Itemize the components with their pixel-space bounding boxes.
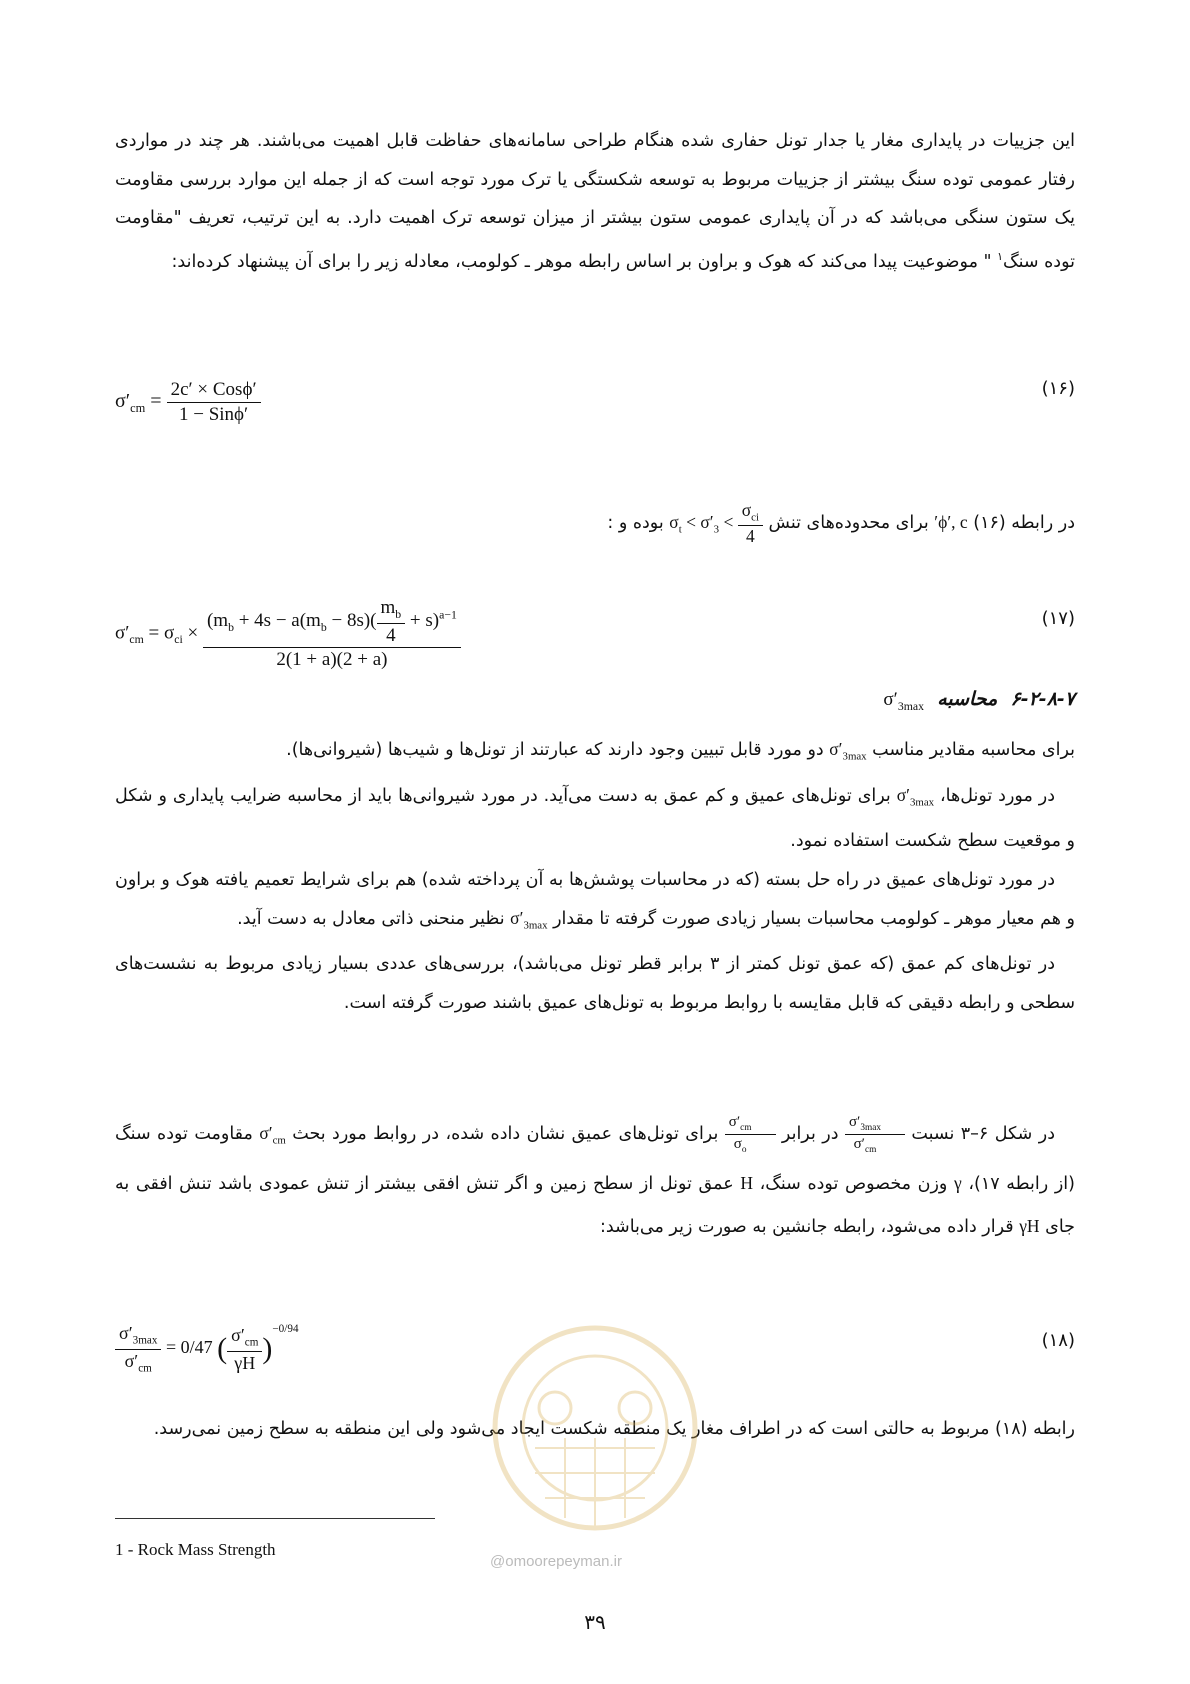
watermark-text: @omoorepeyman.ir xyxy=(490,1553,622,1570)
eq17-formula: $\sigma'_{cm} = \sigma_{ci}$ × ($m_b + 4s - a(m_b - 8s)$( $\frac{m_b}{4}$ + s)$^{a-1}$ 2(1 + a)(2 + a) xyxy=(115,596,461,672)
h-symbol: H xyxy=(740,1172,753,1193)
p7-text-e: وزن مخصوص توده سنگ، xyxy=(752,1173,955,1194)
equation-16 xyxy=(115,372,1075,442)
p7-text-g: قرار داده می‌شود، رابطه جانشین به صورت زیر می‌باشد: xyxy=(599,1216,1020,1237)
paragraph-6 xyxy=(115,945,1075,1022)
footnote-mark: ۱ xyxy=(997,249,1003,263)
equation-17 xyxy=(115,590,1075,671)
eq16-number: (۱۶) xyxy=(1041,378,1075,399)
body-paragraphs xyxy=(115,730,1075,1022)
sigma3max-symbol: $\sigma'_{3max}$ xyxy=(510,908,548,932)
stress-range-formula: $\sigma_t < \sigma'_3$ < $\frac{\sigma_{ci}}{4}$ xyxy=(669,512,763,532)
sigma3max-symbol: $\sigma'_{3max}$ xyxy=(829,739,867,763)
footnote-separator xyxy=(115,1518,435,1519)
eq18-coefficient: 0/47 xyxy=(180,1337,213,1358)
range-text-c: بوده و : xyxy=(607,512,670,533)
sigma-cm-symbol: $\sigma'_{cm}$ xyxy=(259,1123,286,1147)
intro-paragraph xyxy=(115,122,1075,281)
p4-text-b: برای تونل‌های عمیق و کم عمق به دست می‌آید. در مورد شیروانی‌ها باید از محاسبه ضرایب پایداری و شکل و موقعیت سطح شکست استفاده نمود. xyxy=(115,786,1075,851)
watermark-logo xyxy=(485,1318,705,1548)
p6-text: در تونل‌های کم عمق (که عمق تونل کمتر از ۳ برابر قطر تونل می‌باشد)، بررسی‌های عددی بسیار زیادی مربوط به نشست‌های سطحی و رابطه دقیقی که قابل مقایسه با روابط مربوط به تونل‌های عمیق باشند صورت گرفته است. xyxy=(115,954,1075,1013)
section-number: ۶-۲-۸-۷ xyxy=(1010,688,1075,710)
p4-text-a: در مورد تونل‌ها، xyxy=(934,786,1055,806)
paragraph-3 xyxy=(115,730,1075,776)
eq16-formula: $\sigma'_{cm}$ = $\frac{\text{2c′ × Cosϕ′}}{\text{1 − Sinϕ′}}$ xyxy=(115,378,261,427)
p3-text-b: دو مورد قابل تبیین وجود دارند که عبارتند از تونل‌ها و شیب‌ها (شیروانی‌ها). xyxy=(286,740,830,760)
intro-text: این جزییات در پایداری مغار یا جدار تونل حفاری شده هنگام طراحی سامانه‌های حفاظت قابل اهمیت می‌باشند. هر چند در مواردی رفتار عمومی توده سنگ بیشتر از جزییات مربوط به توسعه شکستگی یا ترک مورد توجه است که از جمله این موارد بررسی مقاومت یک ستون سنگی می‌باشد که در آن پایداری عمومی ستون بیشتر از میزان توسعه ترک اهمیت دارد. به این ترتیب، تعریف "مقاومت توده سنگ xyxy=(115,131,1075,272)
phi-c-symbols: ϕ′, c′ xyxy=(934,511,968,532)
p5-text-b: نظیر منحنی ذاتی معادل به دست آید. xyxy=(237,909,511,929)
p3-text-a: برای محاسبه مقادیر مناسب xyxy=(866,740,1075,760)
gamma-symbol: γ xyxy=(954,1172,962,1193)
sigma3max-symbol: $\sigma'_{3max}$ xyxy=(896,785,935,809)
section-title: محاسبه xyxy=(937,688,998,710)
p7-text-f: عمق تونل از سطح زمین و اگر تنش افقی بیشتر از تنش عمودی باشد تنش افقی به جای xyxy=(115,1173,1075,1237)
paragraph-5 xyxy=(115,861,1075,946)
p7-text-d: مقاومت توده سنگ (از رابطه ۱۷)، xyxy=(115,1124,1075,1194)
p8-text: رابطه (۱۸) مربوط به حالتی است که در اطراف مغار یک منطقه شکست ایجاد می‌شود ولی این منطقه به سطح زمین نمی‌رسد. xyxy=(153,1419,1075,1439)
page-number: ۳۹ xyxy=(584,1610,606,1634)
gamma-h-symbol: γH xyxy=(1019,1215,1040,1236)
section-heading xyxy=(883,688,1075,714)
eq17-number: (۱۷) xyxy=(1041,608,1075,629)
intro-text-rest: " موضوعیت پیدا می‌کند که هوک و براون بر اساس رابطه موهر ـ کولومب، معادله زیر را برای آن پیشنهاد کرده‌اند: xyxy=(171,251,998,272)
eq18-exponent: −0/94 xyxy=(272,1323,299,1336)
p7-text-b: در برابر xyxy=(775,1124,845,1144)
range-text-a: در رابطه (۱۶) xyxy=(967,512,1075,533)
p7-text-a: در شکل ۶–۳ نسبت xyxy=(904,1124,1055,1144)
p7-text-c: برای تونل‌های عمیق نشان داده شده، در روابط مورد بحث xyxy=(285,1124,725,1144)
footnote-text: 1 - Rock Mass Strength xyxy=(115,1540,276,1559)
range-text-b: برای محدوده‌های تنش xyxy=(762,512,935,533)
eq18-number: (۱۸) xyxy=(1041,1330,1075,1351)
p5-text-a: در مورد تونل‌های عمیق در راه حل بسته (که در محاسبات پوشش‌ها به آن پرداخته شده) هم برای شرایط تعمیم یافته هوک و براون و هم معیار موهر ـ کولومب محاسبات بسیار زیادی صورت گرفته تا مقدار xyxy=(115,869,1075,929)
eq18-formula: $\frac{\sigma'_{3max}}{\sigma'_{cm}}$ = 0/47 ( $\frac{\sigma'_{cm}}{\gamma H}$ )$^{-0/94}$ xyxy=(115,1322,299,1376)
stress-range-line xyxy=(115,500,1075,549)
sigma3max-symbol: $\sigma'_{3max}$ xyxy=(883,689,924,713)
ratio-formula-1: $\frac{\sigma'_{3max}}{\sigma'_{cm}}$ xyxy=(845,1123,905,1143)
paragraph-4 xyxy=(115,776,1075,861)
paragraph-7 xyxy=(115,1112,1075,1248)
ratio-formula-2: $\frac{\sigma'_{cm}}{\sigma_o}$ xyxy=(725,1123,776,1143)
